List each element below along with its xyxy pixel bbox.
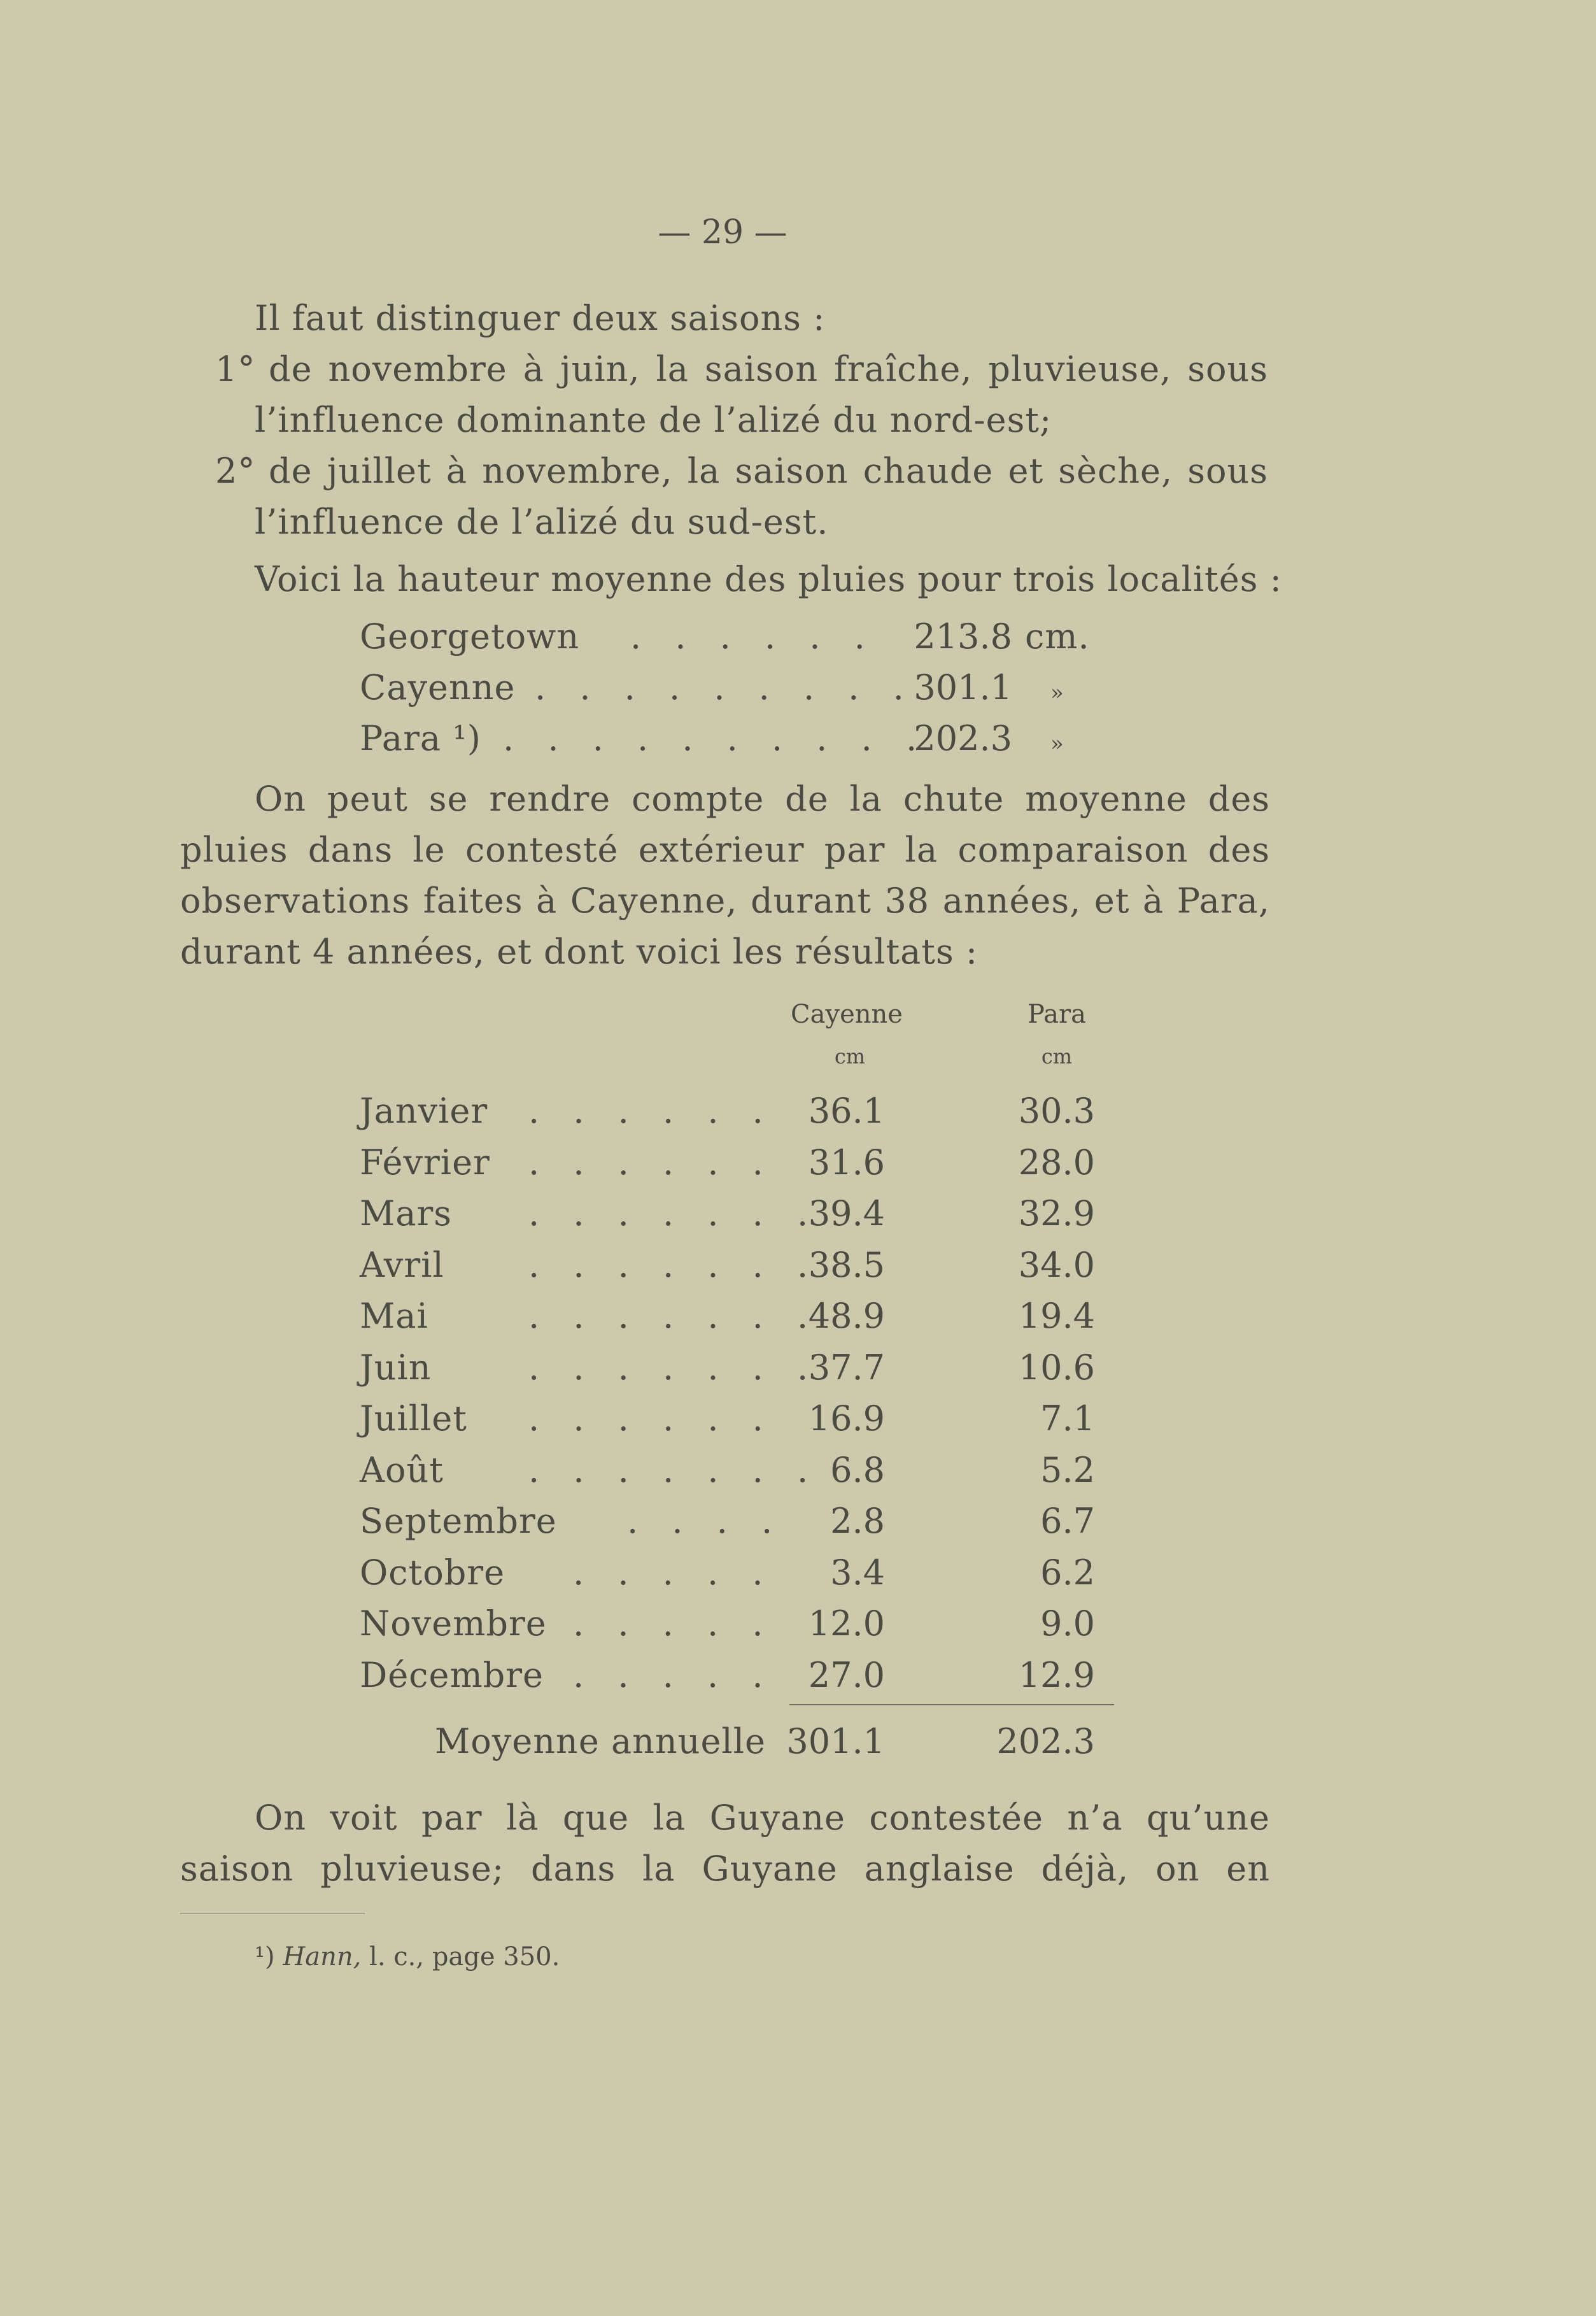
table-row-cayenne: 31.6 [808,1142,885,1183]
leader-dots: . . . . . . . [528,1450,820,1490]
table-row-para: 5.2 [1040,1450,1095,1490]
table-row-cayenne: 6.8 [830,1450,885,1490]
table-row-para: 12.9 [1018,1655,1095,1695]
leader-dots: . . . . . . [528,1091,775,1131]
table-row-para: 28.0 [1018,1142,1095,1183]
leader-dots: . . . . . . . [528,1193,820,1233]
season-1-line-1: de novembre à juin, la saison fraîche, pluvieuse, sous [269,349,1268,389]
table-row-cayenne: 27.0 [808,1655,885,1695]
paragraph-2-line-2: pluies dans le contesté extérieur par la comparaison des [180,830,1270,870]
table-row-cayenne: 3.4 [830,1552,885,1593]
paragraph-2-line-3: observations faites à Cayenne, durant 38 années, et à Para, [180,881,1270,921]
leader-dots: . . . . . . [630,616,877,657]
table-row-month: Juin [360,1347,432,1388]
leader-dots: . . . . [627,1501,784,1541]
total-cayenne: 301.1 [786,1721,885,1761]
locality-value: 301.1 [914,667,1012,707]
total-para: 202.3 [996,1721,1095,1761]
column-unit-cayenne: cm [834,1044,866,1069]
table-row-para: 19.4 [1018,1296,1095,1336]
leader-dots: . . . . . . . . . . [503,718,929,758]
leader-dots: . . . . . [573,1552,775,1593]
table-row-cayenne: 39.4 [808,1193,885,1233]
table-row-month: Janvier [360,1091,488,1131]
leader-dots: . . . . . . . [528,1347,820,1388]
footnote [255,1942,560,1971]
paragraph-3-line-2: saison pluvieuse; dans la Guyane anglaise déjà, on en [180,1849,1270,1889]
locality-unit: cm. [1025,616,1090,657]
column-header-cayenne: Cayenne [791,1000,903,1029]
table-row-month: Février [360,1142,490,1183]
table-row-month: Décembre [360,1655,544,1695]
table-row-month: Avril [360,1245,444,1285]
total-rule [789,1704,1114,1705]
table-row-cayenne: 2.8 [830,1501,885,1541]
table-row-cayenne: 38.5 [808,1245,885,1285]
table-row-month: Mars [360,1193,453,1233]
footnote-mark: ¹) [255,1942,275,1971]
season-2-number: 2° [215,451,256,491]
table-row-month: Mai [360,1296,428,1336]
table-row-para: 6.2 [1040,1552,1095,1593]
leader-dots: . . . . . . [528,1142,775,1183]
locality-name: Para ¹) [360,718,481,758]
locality-unit: » [1050,680,1064,706]
locality-unit: » [1050,731,1064,757]
table-row-cayenne: 16.9 [808,1398,885,1439]
leader-dots: . . . . . . . . . [535,667,915,707]
leader-dots: . . . . . [573,1655,775,1695]
locality-name: Cayenne [360,667,516,707]
table-row-para: 30.3 [1018,1091,1095,1131]
paragraph-2-line-4: durant 4 années, et dont voici les résultats : [180,932,978,972]
table-row-para: 10.6 [1018,1347,1095,1388]
table-row-cayenne: 48.9 [808,1296,885,1336]
page-number: — 29 — [658,213,787,252]
leader-dots: . . . . . . [528,1398,775,1439]
table-row-month: Octobre [360,1552,505,1593]
column-header-para: Para [1028,1000,1086,1029]
leader-dots: . . . . . . . [528,1296,820,1336]
locality-value: 202.3 [914,718,1012,758]
season-2-line-2: l’influence de l’alizé du sud-est. [255,502,829,542]
leader-dots: . . . . . [573,1603,775,1644]
table-row-para: 34.0 [1018,1245,1095,1285]
footnote-reference: l. c., page 350. [369,1942,560,1971]
locality-value: 213.8 [914,616,1012,657]
intro-line: Il faut distinguer deux saisons : [255,298,826,338]
table-row-para: 32.9 [1018,1193,1095,1233]
heights-intro: Voici la hauteur moyenne des pluies pour trois localités : [255,559,1282,599]
table-row-month: Septembre [360,1501,557,1541]
table-row-cayenne: 37.7 [808,1347,885,1388]
table-row-para: 7.1 [1040,1398,1095,1439]
paragraph-3-line-1: On voit par là que la Guyane contestée n’a qu’une [255,1798,1270,1838]
season-2-line-1: de juillet à novembre, la saison chaude et sèche, sous [269,451,1268,491]
footnote-author: Hann, [283,1942,362,1971]
table-row-para: 6.7 [1040,1501,1095,1541]
table-row-para: 9.0 [1040,1603,1095,1644]
column-unit-para: cm [1041,1044,1073,1069]
leader-dots: . . . . . . . [528,1245,820,1285]
table-row-month: Août [360,1450,444,1490]
table-row-cayenne: 12.0 [808,1603,885,1644]
paragraph-2-line-1: On peut se rendre compte de la chute moyenne des [255,779,1270,819]
season-1-number: 1° [215,349,256,389]
season-1-line-2: l’influence dominante de l’alizé du nord-est; [255,400,1052,440]
table-row-month: Juillet [360,1398,467,1439]
table-row-month: Novembre [360,1603,547,1644]
total-label: Moyenne annuelle [435,1721,766,1761]
table-row-cayenne: 36.1 [808,1091,885,1131]
locality-name: Georgetown [360,616,580,657]
